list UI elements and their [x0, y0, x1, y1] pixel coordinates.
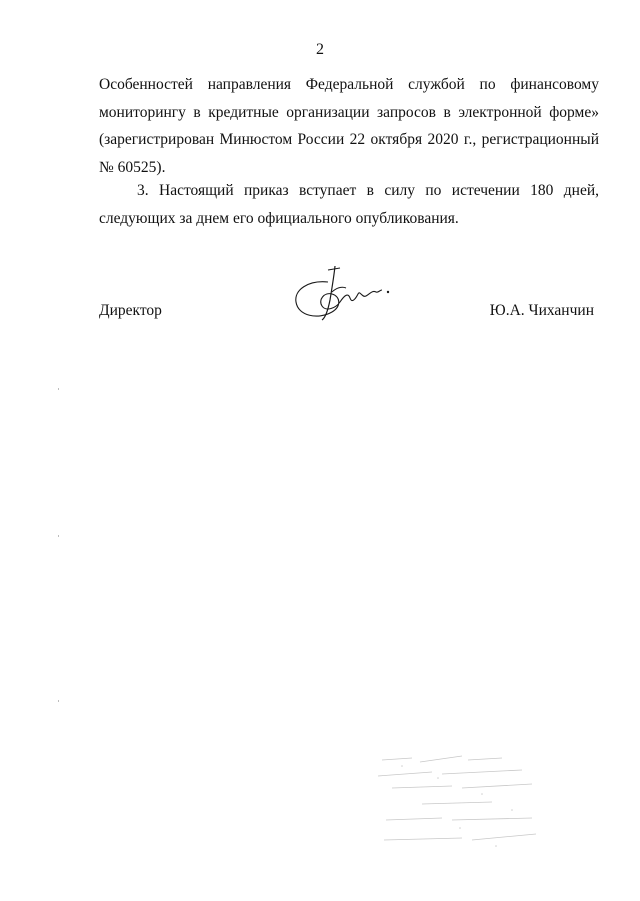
signatory-title: Директор: [99, 302, 162, 319]
signatory-name: Ю.А. Чиханчин: [489, 302, 594, 319]
paragraph-3: 3. Настоящий приказ вступает в силу по истечении 180 дней, следующих за днем его официального опубликования.: [99, 182, 599, 227]
paragraph-continuation: Особенностей направления Федеральной службой по финансовому мониторингу в кредитные организации запросов в электронной форме» (зарегистрирован Минюстом России 22 октября 2020 г., регистрационный № 60525).: [99, 76, 599, 176]
page-number: 2: [316, 41, 324, 58]
margin-mark: [58, 388, 59, 390]
stamp-trace: [372, 748, 552, 860]
margin-mark: [58, 700, 59, 702]
signature-image: [288, 262, 398, 324]
margin-mark: [58, 535, 59, 537]
